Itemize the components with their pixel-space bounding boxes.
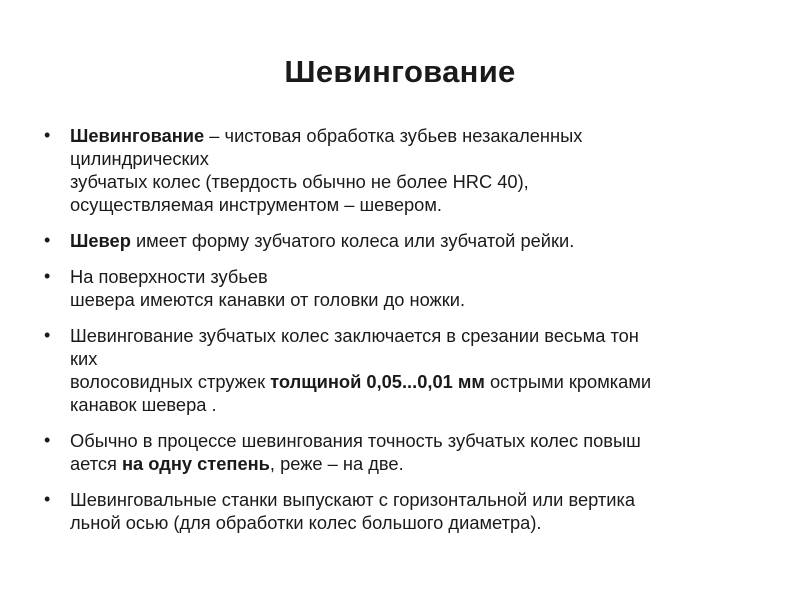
bold-term: Шевингование — [70, 125, 205, 146]
bullet-line — [70, 429, 774, 452]
bold-term: толщиной 0,05...0,01 мм — [270, 371, 485, 392]
text-run: канавок шевера . — [70, 394, 217, 415]
bullet-item — [44, 265, 774, 311]
text-run: острыми кромками — [484, 371, 652, 392]
text-run: имеет форму зубчатого колеса или зубчатой рейки. — [130, 230, 575, 251]
text-run: Шевингование зубчатых колес заключается в срезании весьма тон — [70, 325, 639, 346]
bullet-line — [70, 452, 774, 475]
bullet-line — [70, 147, 774, 170]
text-run: Шевинговальные станки выпускают с горизонтальной или вертика — [70, 489, 636, 510]
text-run: На поверхности зубьев — [70, 266, 268, 287]
bullet-line — [70, 193, 774, 216]
bullet-line — [70, 324, 774, 347]
bullet-dot-icon: • — [44, 430, 51, 450]
bullet-line — [70, 124, 774, 147]
bullet-item — [44, 324, 774, 416]
text-run: ких — [70, 348, 98, 369]
text-run: Обычно в процессе шевингования точность зубчатых колес повыш — [70, 430, 641, 451]
bullet-dot-icon: • — [44, 489, 51, 509]
bullet-line — [70, 488, 774, 511]
bullet-dot-icon: • — [44, 230, 51, 250]
bullet-item — [44, 124, 774, 216]
text-run: шевера имеются канавки от головки до ножки. — [70, 289, 466, 310]
bullet-dot-icon: • — [44, 325, 51, 345]
bullet-line — [70, 370, 774, 393]
bullet-line — [70, 229, 774, 252]
bold-term: Шевер — [70, 230, 131, 251]
bullet-item — [44, 429, 774, 475]
bullet-line — [70, 511, 774, 534]
text-run: зубчатых колес (твердость обычно не более HRC 40), — [70, 171, 529, 192]
text-run: осуществляемая инструментом – шевером. — [70, 194, 442, 215]
bullet-list — [44, 124, 774, 547]
bullet-line — [70, 288, 774, 311]
text-run: – чистовая обработка зубьев незакаленных — [204, 125, 583, 146]
bullet-dot-icon: • — [44, 125, 51, 145]
text-run: волосовидных стружек — [70, 371, 271, 392]
bullet-line — [70, 393, 774, 416]
text-run: ается — [70, 453, 123, 474]
text-run: льной осью (для обработки колес большого диаметра). — [70, 512, 542, 533]
text-run: , реже – на две. — [269, 453, 404, 474]
bullet-dot-icon: • — [44, 266, 51, 286]
bullet-item — [44, 229, 774, 252]
bullet-line — [70, 170, 774, 193]
bullet-item — [44, 488, 774, 534]
text-run: цилиндрических — [70, 148, 209, 169]
slide-title: Шевингование — [284, 54, 516, 89]
bullet-line — [70, 347, 774, 370]
bullet-line — [70, 265, 774, 288]
bold-term: на одну степень — [122, 453, 270, 474]
